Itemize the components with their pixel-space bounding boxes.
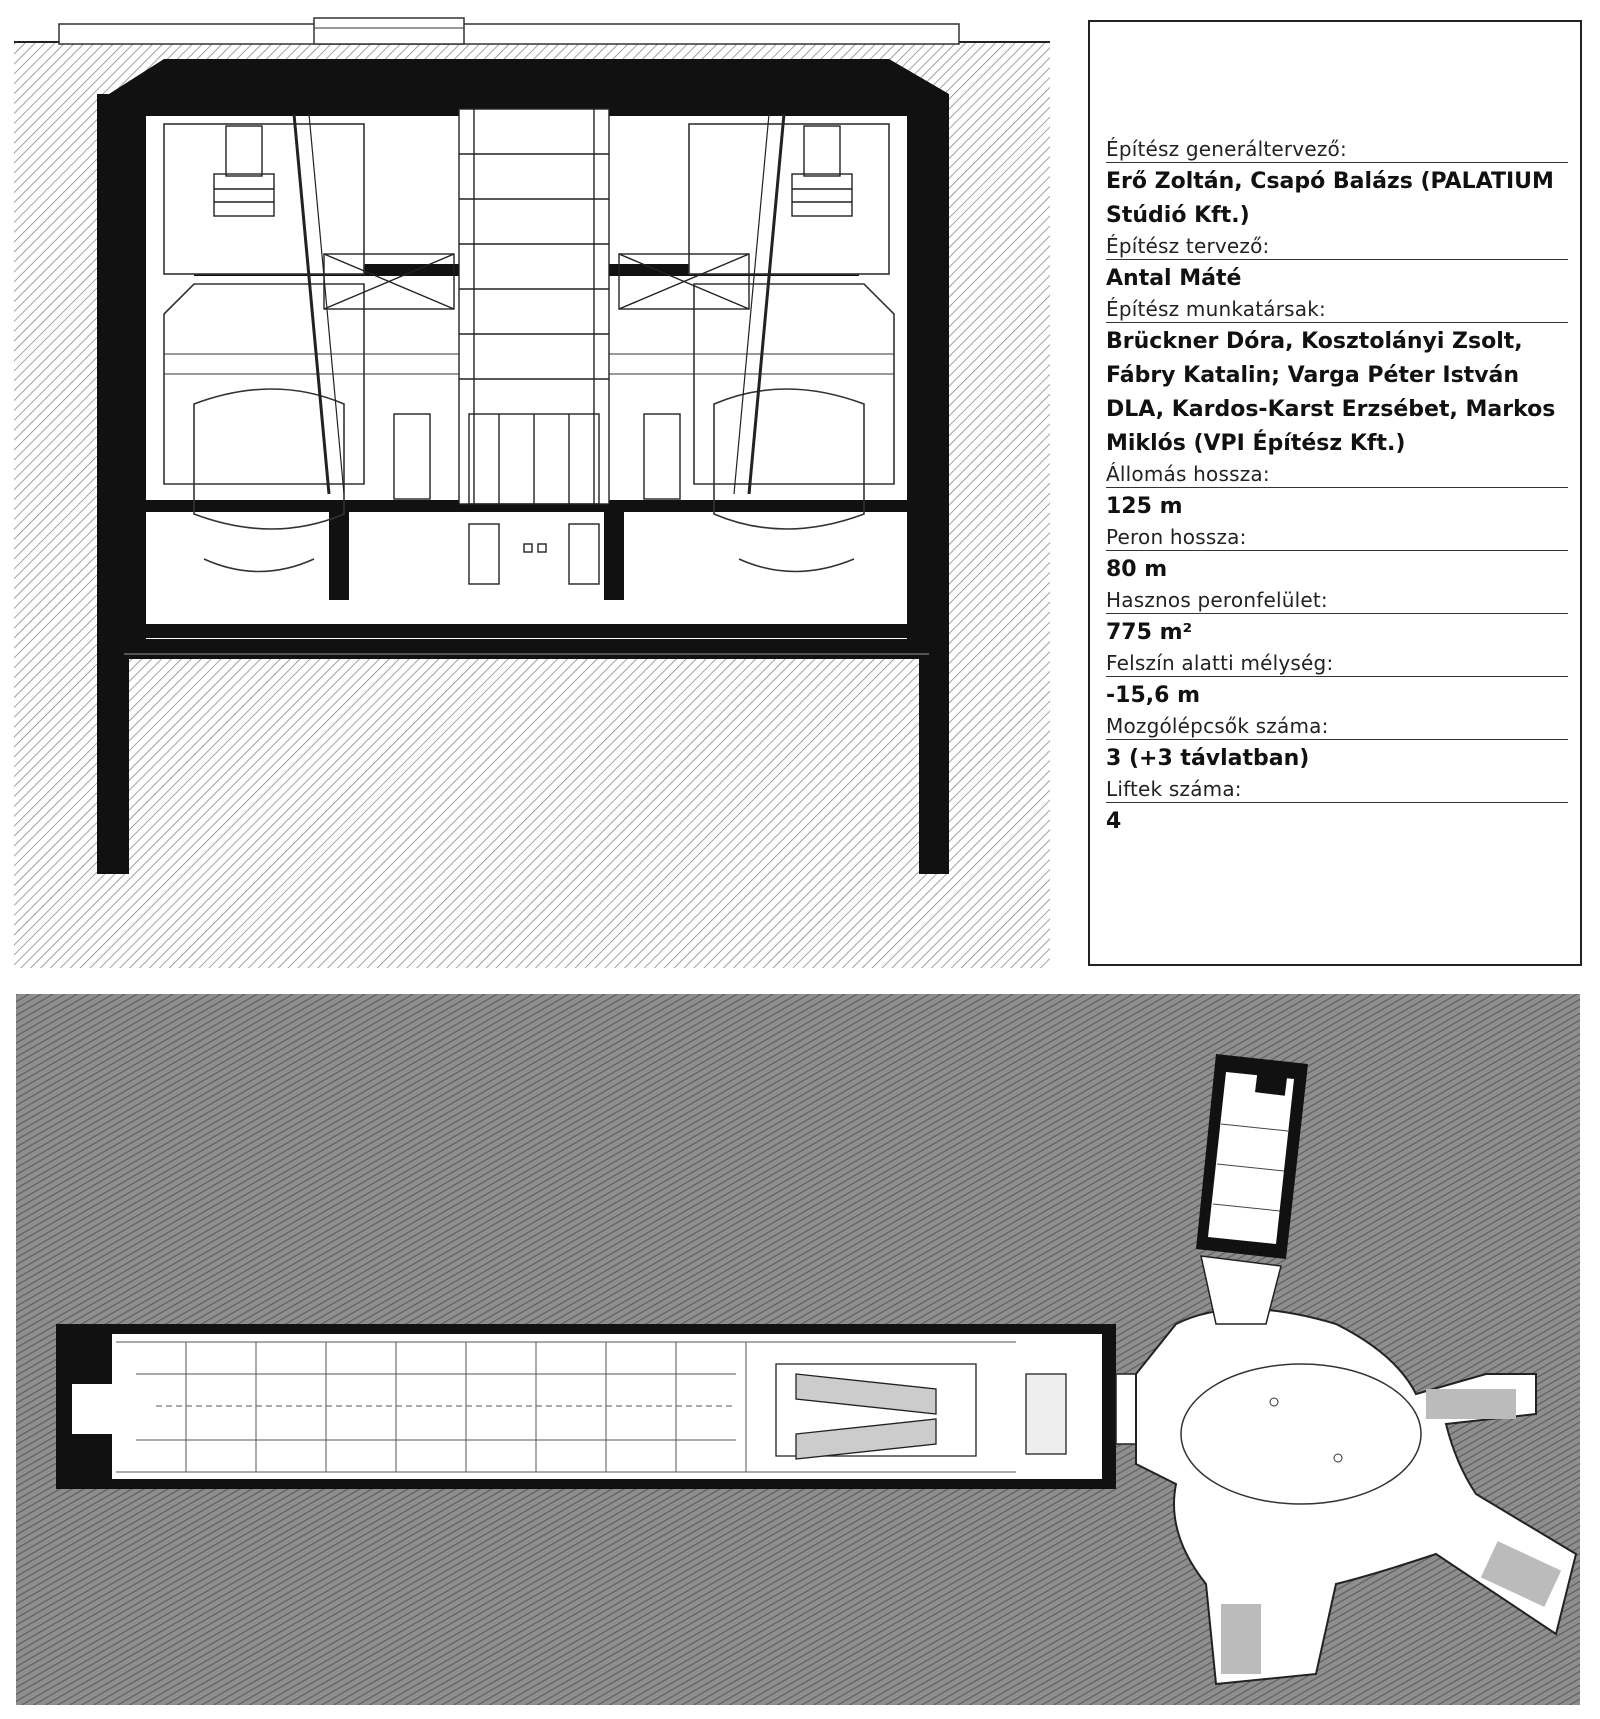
info-value: Erő Zoltán, Csapó Balázs (PALATIUM Stúdió Kft.): [1106, 169, 1554, 228]
info-label: Peron hossza:: [1106, 524, 1568, 551]
info-row-platform-length: [1106, 524, 1568, 587]
info-value: 775 m²: [1106, 620, 1193, 645]
info-label: Állomás hossza:: [1106, 461, 1568, 488]
info-value: Brückner Dóra, Kosztolányi Zsolt, Fábry Katalin; Varga Péter István DLA, Kardos-Karst Erzsébet, Markos Miklós (VPI Építész Kft.): [1106, 329, 1556, 456]
info-row-station-length: [1106, 461, 1568, 524]
station-cross-section-drawing: [14, 14, 1050, 968]
project-info-panel: [1088, 20, 1582, 966]
info-label: Építész munkatársak:: [1106, 296, 1568, 323]
info-value: -15,6 m: [1106, 683, 1200, 708]
info-row-depth: [1106, 650, 1568, 713]
info-value: 80 m: [1106, 557, 1168, 582]
info-row-platform-area: [1106, 587, 1568, 650]
info-row-collaborators: [1106, 296, 1568, 461]
info-label: Építész tervező:: [1106, 233, 1568, 260]
info-row-escalators: [1106, 713, 1568, 776]
central-glass-shaft: [459, 109, 609, 504]
info-row-designer: [1106, 233, 1568, 296]
info-label: Mozgólépcsők száma:: [1106, 713, 1568, 740]
ground-surface: [14, 18, 1050, 44]
info-label: Felszín alatti mélység:: [1106, 650, 1568, 677]
station-floor-plan-drawing: [16, 994, 1580, 1705]
info-label: Hasznos peronfelület:: [1106, 587, 1568, 614]
info-label: Liftek száma:: [1106, 776, 1568, 803]
project-info-list: [1106, 136, 1568, 839]
info-label: Építész generáltervező:: [1106, 136, 1568, 163]
info-row-elevators: [1106, 776, 1568, 839]
station-platform-box: [56, 1324, 1116, 1489]
info-value: 125 m: [1106, 494, 1183, 519]
info-value: 4: [1106, 809, 1122, 834]
info-value: 3 (+3 távlatban): [1106, 746, 1310, 771]
info-row-general-designer: [1106, 136, 1568, 233]
info-value: Antal Máté: [1106, 266, 1242, 291]
